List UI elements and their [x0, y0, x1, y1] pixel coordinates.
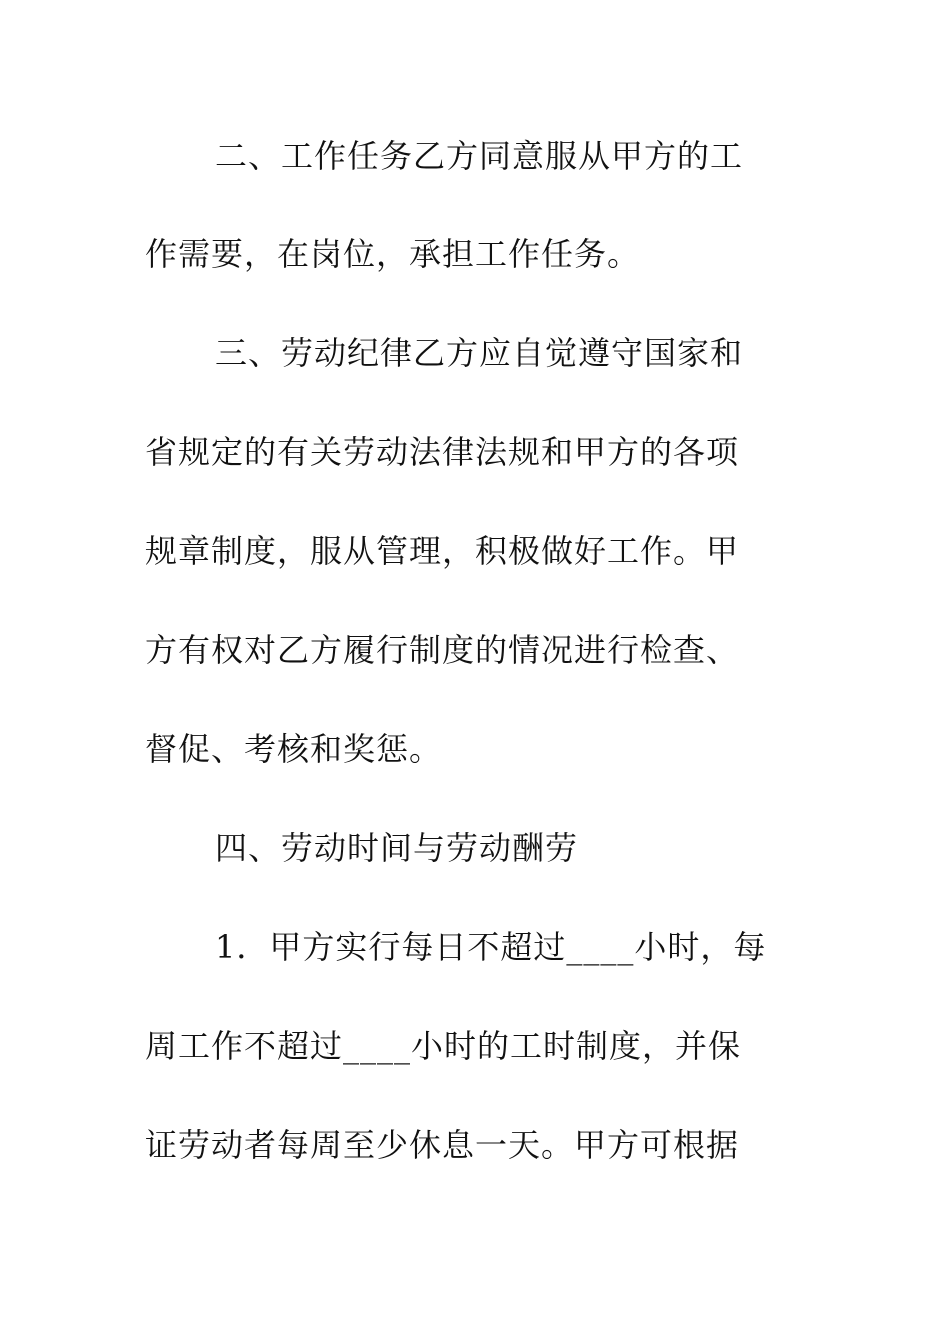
clause-1-line-3: 证劳动者每周至少休息一天。甲方可根据: [145, 1126, 740, 1164]
section-3-text-line-4: 督促、考核和奖惩。: [145, 730, 443, 768]
section-4-heading: 四、劳动时间与劳动酬劳: [215, 829, 579, 867]
section-3-text-line-1: 省规定的有关劳动法律法规和甲方的各项: [145, 433, 740, 471]
clause-1-line-2: 周工作不超过____小时的工时制度，并保: [145, 1027, 742, 1065]
section-2-text-line: 作需要，在岗位，承担工作任务。: [145, 235, 641, 273]
section-2-heading-line: 二、工作任务乙方同意服从甲方的工: [215, 137, 744, 175]
section-3-heading-line: 三、劳动纪律乙方应自觉遵守国家和: [215, 334, 744, 372]
section-3-text-line-2: 规章制度，服从管理，积极做好工作。甲: [145, 532, 740, 570]
section-3-text-line-3: 方有权对乙方履行制度的情况进行检查、: [145, 631, 740, 669]
clause-1-line-1: 1．甲方实行每日不超过____小时，每: [215, 928, 767, 966]
